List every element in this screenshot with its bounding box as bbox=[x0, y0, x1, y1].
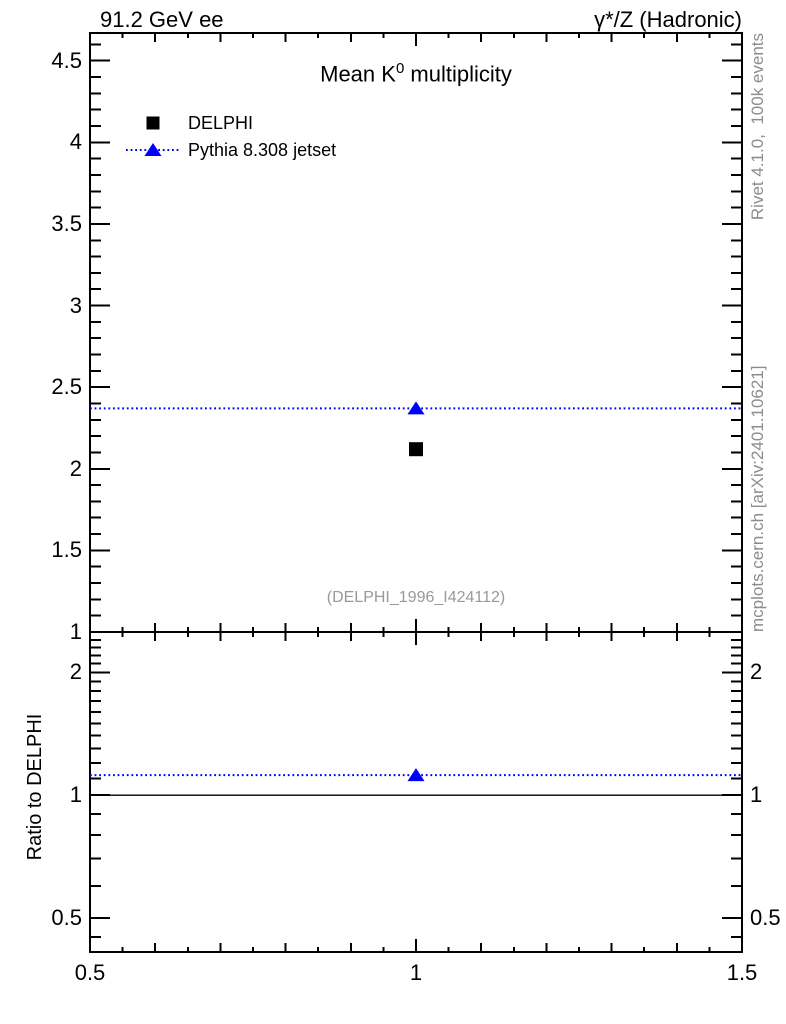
analysis-id-watermark: (DELPHI_1996_I424112) bbox=[326, 589, 506, 606]
header-beam-energy: 91.2 GeV ee bbox=[100, 7, 224, 32]
mcplots-arxiv-text: mcplots.cern.ch [arXiv:2401.10621] bbox=[748, 365, 767, 632]
plot-title-superscript: 0 bbox=[395, 60, 405, 77]
main-y-tick-label: 1 bbox=[69, 619, 82, 644]
plot-title-prefix: Mean K bbox=[320, 61, 396, 87]
main-y-tick-label: 4 bbox=[69, 129, 82, 155]
ratio-y-tick-label-left: 2 bbox=[69, 659, 82, 685]
header-process: γ*/Z (Hadronic) bbox=[594, 7, 742, 32]
ratio-y-tick-label-right: 1 bbox=[750, 782, 763, 808]
ratio-panel-frame bbox=[90, 632, 742, 952]
ratio-y-tick-label-right: 0.5 bbox=[750, 905, 781, 931]
legend-label-pythia: Pythia 8.308 jetset bbox=[188, 140, 337, 160]
legend-marker-delphi bbox=[147, 117, 160, 130]
ratio-axis-label: Ratio to DELPHI bbox=[24, 713, 46, 861]
main-y-tick-label: 1.5 bbox=[51, 537, 82, 563]
plot-title-suffix: multiplicity bbox=[404, 61, 512, 87]
x-tick-label: 1.5 bbox=[726, 960, 758, 985]
delphi-data-point bbox=[409, 442, 423, 456]
main-y-tick-label: 4.5 bbox=[51, 47, 82, 73]
plot-title bbox=[166, 60, 666, 87]
ratio-y-tick-label-right: 2 bbox=[750, 659, 763, 685]
ratio-y-tick-label-left: 0.5 bbox=[51, 905, 82, 931]
x-tick-label: 1 bbox=[409, 960, 423, 985]
ratio-y-tick-label-left: 1 bbox=[69, 782, 82, 808]
x-tick-label: 0.5 bbox=[74, 960, 106, 985]
main-y-tick-label: 3 bbox=[69, 292, 82, 318]
rivet-version-text: Rivet 4.1.0, 100k events bbox=[748, 33, 767, 221]
main-y-tick-label: 2.5 bbox=[51, 374, 82, 400]
main-y-tick-label: 2 bbox=[69, 455, 82, 481]
main-y-tick-label: 3.5 bbox=[51, 210, 82, 236]
legend-label-delphi: DELPHI bbox=[188, 113, 254, 133]
